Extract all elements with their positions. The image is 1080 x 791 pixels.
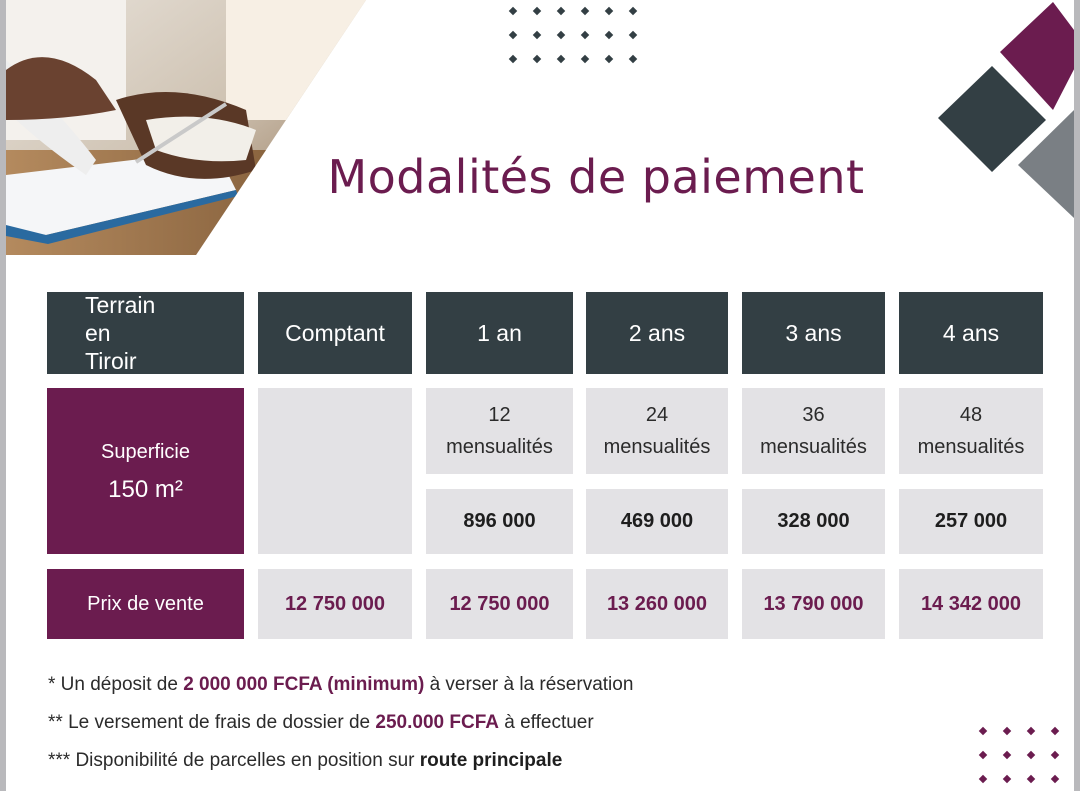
diamond-shape-icon (926, 0, 1074, 225)
footnote-deposit: * Un déposit de 2 000 000 FCFA (minimum) à verser à la réservation (48, 674, 634, 695)
page-title: Modalités de paiement (327, 150, 865, 204)
header-1-an: 1 an (426, 292, 573, 374)
surface-cell (47, 388, 244, 554)
price-label-cell: Prix de vente (47, 569, 244, 639)
monthly-amount-4ans: 257 000 (899, 489, 1043, 554)
footnotes (48, 672, 848, 786)
surface-value: 150 m² (108, 476, 183, 503)
header-2-ans: 2 ans (586, 292, 728, 374)
price-3ans: 13 790 000 (742, 569, 885, 639)
price-1an: 12 750 000 (426, 569, 573, 639)
price-4ans: 14 342 000 (899, 569, 1043, 639)
header-comptant: Comptant (258, 292, 412, 374)
footnote-availability: *** Disponibilité de parcelles en position sur route principale (48, 750, 563, 771)
mensualites-cell-1an: 12 mensualités (426, 388, 573, 474)
document-signing-photo (6, 0, 366, 255)
header-terrain-tiroir: Terrain en Tiroir (47, 292, 244, 374)
mensualites-cell-4ans: 48 mensualités (899, 388, 1043, 474)
mensualites-cell-2ans: 24 mensualités (586, 388, 728, 474)
header-4-ans: 4 ans (899, 292, 1043, 374)
monthly-amount-3ans: 328 000 (742, 489, 885, 554)
footnote-dossier-fees: ** Le versement de frais de dossier de 250.000 FCFA à effectuer (48, 712, 594, 733)
payment-terms-page (6, 0, 1074, 791)
header-3-ans: 3 ans (742, 292, 885, 374)
price-comptant: 12 750 000 (258, 569, 412, 639)
monthly-amount-1an: 896 000 (426, 489, 573, 554)
comptant-empty-cell (258, 388, 412, 554)
dot-pattern-icon (976, 724, 1066, 786)
price-2ans: 13 260 000 (586, 569, 728, 639)
mensualites-cell-3ans: 36 mensualités (742, 388, 885, 474)
monthly-amount-2ans: 469 000 (586, 489, 728, 554)
surface-label: Superficie (101, 441, 190, 463)
dot-pattern-icon (506, 4, 646, 64)
